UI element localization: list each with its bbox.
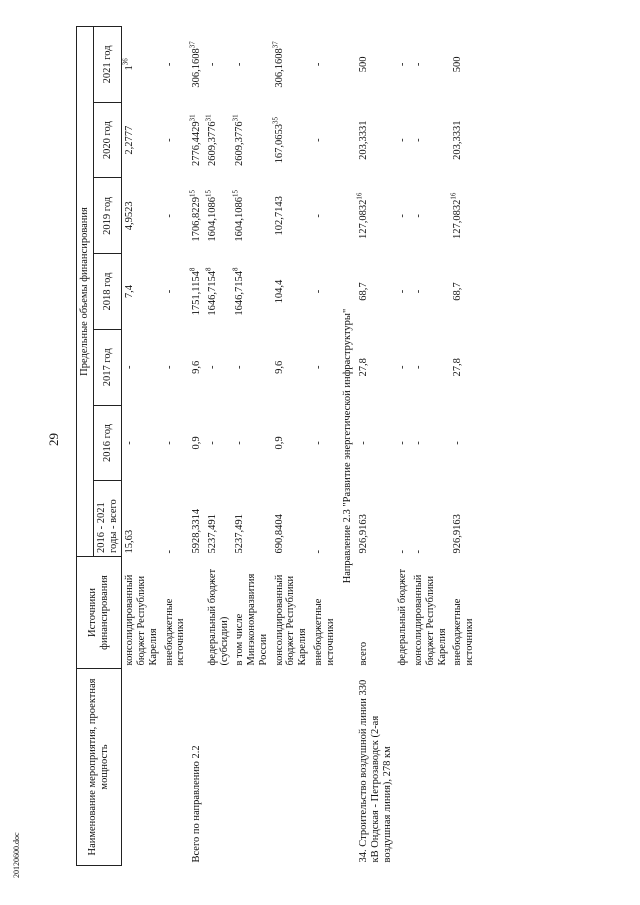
cell-value: 500 [358, 56, 369, 73]
footnote-ref: 31 [204, 114, 213, 122]
header-year: 2019 год [93, 178, 122, 254]
row-source: всего [358, 641, 369, 666]
cell-value: 203,3331 [358, 120, 369, 160]
header-year: 2021 год [93, 27, 122, 103]
table-row [311, 27, 339, 866]
cell-value: 68,7 [452, 282, 464, 301]
table-row [395, 27, 411, 866]
cell-year [356, 254, 395, 330]
cell-value: 0,9 [273, 436, 285, 450]
cell-value: - [312, 441, 324, 445]
cell-year [205, 405, 233, 481]
cell-year [395, 254, 411, 330]
cell-total [205, 481, 233, 557]
cell-value: 27,8 [452, 358, 464, 377]
cell-year [122, 102, 162, 178]
table-row [356, 27, 395, 866]
header-year: 2018 год [93, 254, 122, 330]
cell-year [450, 102, 478, 178]
cell-value: 4,9523 [124, 201, 136, 231]
cell-value: - [163, 550, 175, 554]
row-source: в том числе Минэкономразвития России [234, 573, 269, 666]
cell-year [356, 329, 395, 405]
table-body-direction-2-3 [356, 27, 478, 866]
cell-value: 2776,4429 [191, 121, 202, 166]
page-number: 29 [46, 433, 61, 446]
cell-value: 5237,491 [206, 514, 218, 554]
footer-filename: 20120600.doc [12, 832, 21, 878]
cell-total [356, 481, 395, 557]
cell-year [311, 405, 339, 481]
cell-year [232, 27, 271, 103]
cell-value: 2,2777 [124, 125, 136, 155]
cell-value: 9,6 [191, 360, 202, 374]
cell-total [189, 481, 205, 557]
header-year: 2020 год [93, 102, 122, 178]
cell-year [395, 329, 411, 405]
cell-year [205, 329, 233, 405]
header-source: Источники финансирования [77, 557, 122, 669]
cell-year [411, 178, 450, 254]
cell-year [395, 27, 411, 103]
cell-value: 926,9163 [358, 514, 369, 554]
table-body-direction-2-2 [122, 27, 339, 866]
row-name [450, 669, 478, 866]
cell-year [272, 102, 311, 178]
footnote-ref: 8 [188, 267, 197, 272]
cell-year [162, 405, 190, 481]
cell-value: 306,1608 [273, 48, 285, 88]
cell-value: - [312, 365, 324, 369]
cell-value: 2609,3776 [234, 121, 246, 166]
row-name [122, 669, 162, 866]
cell-value: - [234, 441, 246, 445]
cell-value: - [397, 62, 409, 67]
cell-year [162, 329, 190, 405]
header-name: Наименование мероприятия, проектная мощность [77, 669, 122, 866]
cell-value: - [312, 62, 324, 67]
cell-year [272, 405, 311, 481]
cell-year [395, 178, 411, 254]
table-row [162, 27, 190, 866]
footnote-ref: 31 [231, 114, 240, 122]
financing-table [76, 26, 478, 866]
cell-value: 1751,1154 [191, 271, 202, 316]
row-name [272, 669, 311, 866]
cell-value: - [413, 289, 424, 294]
cell-value: 1646,7154 [206, 270, 218, 316]
cell-value: - [397, 441, 409, 445]
cell-value: 1 [124, 65, 136, 71]
table-row [189, 27, 205, 866]
cell-value: - [163, 289, 175, 294]
cell-value: - [163, 214, 175, 218]
footnote-ref: 8 [204, 267, 213, 271]
cell-year [395, 102, 411, 178]
cell-year [411, 329, 450, 405]
cell-year [205, 254, 233, 330]
cell-year [311, 102, 339, 178]
footnote-ref: 35 [271, 116, 279, 124]
cell-year [122, 405, 162, 481]
cell-total [122, 481, 162, 557]
row-source: консолидированный бюджет Республики Карелия [413, 574, 448, 666]
footnote-ref: 36 [121, 58, 130, 66]
cell-year [356, 27, 395, 103]
cell-value: - [124, 441, 136, 445]
cell-value: - [397, 289, 409, 294]
cell-value: 102,7143 [273, 196, 285, 236]
table-row [411, 27, 450, 866]
footnote-ref: 15 [204, 190, 213, 198]
cell-value: - [397, 550, 409, 554]
cell-year [411, 405, 450, 481]
cell-value: - [397, 365, 409, 369]
cell-value: 127,0832 [358, 199, 369, 240]
cell-value: 306,1608 [191, 48, 202, 88]
cell-value: - [413, 441, 424, 445]
cell-value: 68,7 [358, 282, 369, 301]
footnote-ref: 31 [188, 114, 197, 122]
footnote-ref: 37 [271, 41, 279, 49]
cell-value: - [163, 62, 175, 67]
cell-value: 203,3331 [452, 120, 464, 160]
cell-year [311, 254, 339, 330]
table-row [450, 27, 478, 866]
cell-value: 690,8404 [273, 514, 285, 554]
cell-year [232, 254, 271, 330]
row-source: внебюджетные источники [163, 598, 187, 666]
cell-year [311, 329, 339, 405]
cell-year [162, 178, 190, 254]
cell-year [122, 178, 162, 254]
cell-value: 15,63 [124, 529, 136, 554]
row-source: федеральный бюджет [397, 568, 409, 666]
cell-value: - [206, 441, 218, 445]
cell-value: 5237,491 [234, 514, 246, 554]
cell-value: 1646,7154 [234, 270, 246, 316]
cell-year [450, 329, 478, 405]
row-name [395, 669, 411, 866]
cell-year [162, 27, 190, 103]
rotated-table-wrapper [76, 26, 626, 866]
cell-year [272, 254, 311, 330]
cell-total [395, 481, 411, 557]
cell-value: - [312, 289, 324, 294]
cell-year [356, 405, 395, 481]
cell-year [450, 254, 478, 330]
cell-year [122, 329, 162, 405]
cell-total [411, 481, 450, 557]
header-total: 2016 - 2021 годы - всего [93, 481, 122, 557]
cell-value: 1706,8229 [191, 197, 202, 242]
header-group: Предельные объемы финансирования [77, 27, 94, 557]
cell-value: 7,4 [124, 284, 136, 299]
cell-value: 9,6 [273, 360, 285, 374]
cell-year [205, 27, 233, 103]
cell-year [232, 405, 271, 481]
cell-value: 0,9 [191, 436, 202, 450]
cell-value: 500 [452, 56, 464, 73]
cell-value: - [163, 441, 175, 445]
footnote-ref: 15 [231, 190, 240, 198]
cell-value: 5928,3314 [191, 508, 202, 554]
cell-year [395, 405, 411, 481]
cell-value: 1604,1086 [234, 197, 246, 242]
cell-year [450, 178, 478, 254]
cell-year [311, 178, 339, 254]
row-source [189, 557, 205, 669]
cell-year [311, 27, 339, 103]
row-name [205, 669, 233, 866]
row-source: федеральный бюджет (субсидии) [206, 568, 230, 666]
header-year: 2017 год [93, 329, 122, 405]
cell-year [272, 329, 311, 405]
cell-value: 104,4 [273, 279, 285, 304]
cell-value: - [206, 365, 218, 369]
row-name [411, 669, 450, 866]
cell-value: - [413, 214, 424, 218]
cell-value: - [312, 138, 324, 142]
cell-year [205, 178, 233, 254]
table-row [232, 27, 271, 866]
cell-value: 926,9163 [452, 514, 464, 554]
footnote-ref: 37 [188, 41, 197, 49]
row-source: консолидированный бюджет Республики Карелия [124, 574, 159, 666]
cell-year [450, 27, 478, 103]
cell-year [162, 254, 190, 330]
cell-year [272, 178, 311, 254]
cell-value: - [206, 62, 218, 67]
cell-year [356, 102, 395, 178]
footnote-ref: 16 [449, 192, 458, 200]
cell-year [189, 254, 205, 330]
cell-value: 2609,3776 [206, 121, 218, 166]
row-source: внебюджетные источники [452, 598, 475, 666]
cell-year [232, 178, 271, 254]
table-row [205, 27, 233, 866]
cell-value: - [312, 550, 324, 554]
cell-year [189, 329, 205, 405]
cell-year [122, 254, 162, 330]
cell-value: - [413, 550, 424, 554]
cell-total [232, 481, 271, 557]
direction-title: Направление 2.3 "Развитие энергетической инфраструктуры" [342, 308, 354, 584]
table-row [272, 27, 311, 866]
cell-year [411, 254, 450, 330]
cell-year [189, 405, 205, 481]
cell-year [450, 405, 478, 481]
table-row [122, 27, 162, 866]
cell-year [356, 178, 395, 254]
cell-value: 1604,1086 [206, 197, 218, 242]
cell-year [411, 102, 450, 178]
cell-total [272, 481, 311, 557]
cell-total [311, 481, 339, 557]
cell-value: - [163, 365, 175, 369]
cell-year [205, 102, 233, 178]
cell-value: - [124, 365, 136, 369]
row-name [162, 669, 190, 866]
cell-value: - [452, 441, 464, 445]
row-source: консолидированный бюджет Республики Карелия [273, 574, 308, 666]
cell-year [189, 102, 205, 178]
footnote-ref: 16 [355, 192, 364, 200]
cell-value: 27,8 [358, 358, 369, 377]
cell-year [189, 178, 205, 254]
cell-year [162, 102, 190, 178]
cell-year [189, 27, 205, 103]
header-year: 2016 год [93, 405, 122, 481]
footnote-ref: 8 [231, 267, 240, 271]
cell-value: - [234, 365, 246, 369]
cell-value: - [163, 138, 175, 142]
cell-year [272, 27, 311, 103]
cell-value: 127,0832 [452, 199, 464, 240]
cell-year [232, 102, 271, 178]
row-name [232, 669, 271, 866]
row-name: 34. Строительство воздушной линии 330 кВ Ондская - Петрозаводск (2-ая воздушная линия), 278 км [358, 679, 393, 863]
cell-value: - [358, 441, 369, 445]
cell-value: - [312, 214, 324, 218]
cell-total [162, 481, 190, 557]
cell-value: - [397, 214, 409, 218]
cell-value: - [413, 365, 424, 369]
row-name: Всего по направлению 2.2 [191, 745, 202, 863]
cell-value: - [413, 62, 424, 67]
footnote-ref: 15 [188, 190, 197, 198]
cell-year [411, 27, 450, 103]
cell-year [232, 329, 271, 405]
cell-total [450, 481, 478, 557]
cell-value: - [234, 62, 246, 67]
cell-value: - [413, 138, 424, 142]
cell-value: - [397, 138, 409, 142]
row-source: внебюджетные источники [312, 598, 336, 666]
row-name [311, 669, 339, 866]
cell-value: 167,0653 [273, 123, 285, 164]
cell-year [122, 27, 162, 103]
